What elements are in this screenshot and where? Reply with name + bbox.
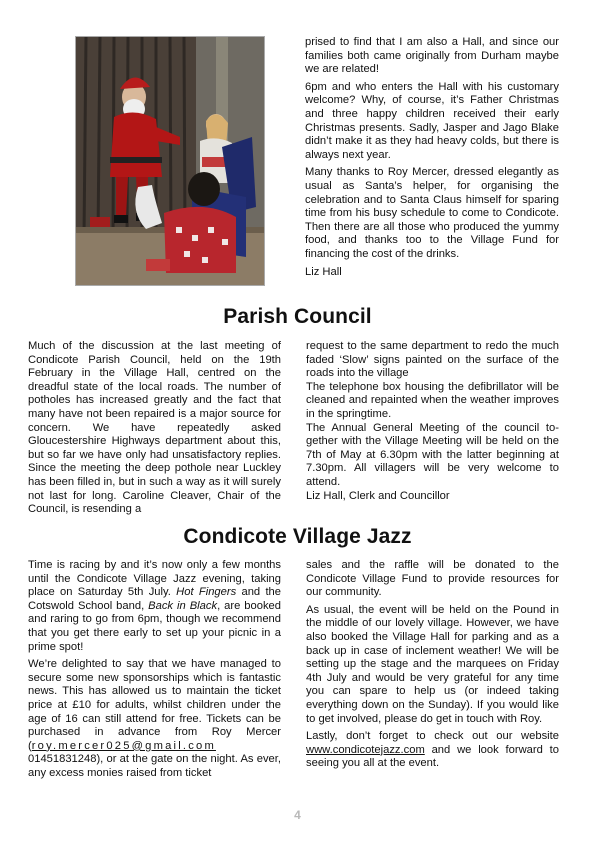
jazz-paragraph — [28, 559, 281, 654]
website-link[interactable]: www.condicotejazz.com — [306, 743, 425, 756]
page-number: 4 — [294, 808, 301, 822]
jazz-paragraph: sales and the raffle will be donated to the Condicote Village Fund to provide resources for our community. — [306, 559, 559, 599]
story-paragraph: Many thanks to Roy Mercer, dressed elegantly as usual as Santa’s helper, for organising the celebration and to Santa Claus himself for sparing time from his busy schedule to come to Condicote. Then there are all those who produced the yummy food, and thanks too to the Village Fund for financing the cost of the drinks. — [305, 166, 559, 260]
jazz-text: , are booked and raring to go from 6pm, though we recommend that you get there early to set up your picnic in a prime spot! — [28, 599, 282, 653]
parish-paragraph: request to the same department to redo the much faded ‘Slow’ signs painted on the surface of the roads into the village — [306, 340, 559, 380]
jazz-text: We’re delighted to say that we have managed to secure some new sponsorships which is fantastic news. This has allowed us to maintain the ticket price at £10 for adults, whilst children under the age of 16 can still attend for free. Tickets can be purchased in advance from Roy Mercer ( — [28, 658, 281, 752]
christmas-story-column — [305, 36, 559, 279]
jazz-paragraph: As usual, the event will be held on the Pound in the middle of our lovely village. However, we have also booked the Village Hall for parking and as a back up in case of inclement weather! We will be setting up the stage and the marquees on Friday 4th July and would be very grateful for any time you can spare to help us (or indeed taking everything down on the Sunday). If you would like to get involved, please do get in touch with Roy. — [306, 603, 559, 725]
email-link[interactable]: roy.mercer025@gmail.com — [31, 739, 216, 752]
jazz-left-column — [28, 559, 281, 781]
jazz-right-column — [306, 559, 559, 771]
jazz-text: Time is racing by and it’s now only a few months until the Condicote Village Jazz evening, taking place on Saturday 5th July. — [28, 559, 281, 599]
story-paragraph: prised to find that I am also a Hall, and since our families both came originally from Durham maybe we are related! — [305, 36, 559, 76]
parish-paragraph: The telephone box housing the defibrillator will be cleaned and repainted when the weather improves in the springtime. — [306, 380, 559, 420]
parish-paragraph: The Annual General Meeting of the council together with the Village Meeting will be held on the 7th of May at 6.30pm with the latter beginning at 7.30pm. All villagers will be very welcome to attend. — [306, 421, 559, 488]
santa-photo — [75, 36, 265, 286]
jazz-heading: Condicote Village Jazz — [183, 525, 412, 548]
band-name: Back in Black — [148, 599, 218, 612]
jazz-text: and the Cotswold School band, — [28, 586, 281, 612]
parish-left-column — [28, 340, 281, 517]
parish-signoff: Liz Hall, Clerk and Councillor — [306, 489, 450, 502]
jazz-text: Lastly, don’t forget to check out our website — [306, 730, 559, 743]
jazz-paragraph — [28, 658, 281, 780]
parish-right-column — [306, 340, 559, 503]
story-signoff: Liz Hall — [305, 265, 342, 278]
band-name: Hot Fingers — [176, 586, 237, 599]
story-paragraph: 6pm and who enters the Hall with his customary welcome? Why, of course, it’s Father Christmas and three happy children received their early Christmas presents. Sadly, Jasper and Jago Blake didn’t make it as they had heavy colds, but there is always next year. — [305, 80, 559, 161]
jazz-paragraph — [306, 730, 559, 771]
parish-council-heading: Parish Council — [223, 305, 372, 328]
jazz-text: 01451831248), or at the gate on the night. As ever, any excess monies raised from ticket — [28, 753, 281, 779]
parish-paragraph: Much of the discussion at the last meeting of Condicote Parish Council, held on the 19th February in the Village Hall, centred on the dreadful state of the local roads. The number of potholes has increased greatly and the fact that many have not been repaired is a major source for concern. We have repeatedly asked Gloucestershire Highways department about this, but so far we have only had unsatisfactory replies. Since the meeting the deep pothole near Luckley has been filled in, but in such a way as it will surely not last for long. Caroline Cleaver, Chair of the Council, is resending a — [28, 340, 281, 516]
jazz-text: and we look forward to seeing you all at the event. — [306, 743, 559, 770]
